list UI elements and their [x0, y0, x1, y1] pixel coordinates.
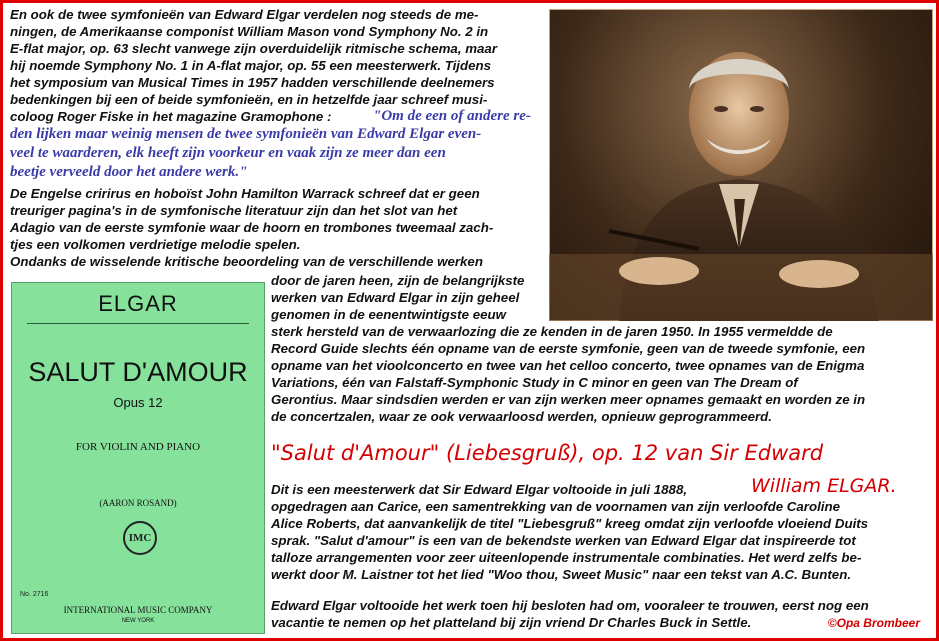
- intro-line: ningen, de Amerikaanse componist William Mason vond Symphony No. 2 in: [10, 24, 489, 39]
- score-city: NEW YORK: [121, 618, 155, 624]
- salut-line: talloze arrangementen voor zeer uiteenlopende instrumentale combinaties. Het werd zelfs be-: [271, 550, 862, 565]
- score-composer: ELGAR: [98, 291, 178, 316]
- intro-line: bedenkingen bij een of beide symfonieën, en in hetzelfde jaar schreef musi-: [10, 92, 488, 107]
- score-catalog-no: No. 2716: [20, 591, 49, 598]
- warrack-line: De Engelse cririrus en hoboïst John Hamilton Warrack schreef dat er geen: [10, 186, 480, 201]
- score-publisher: INTERNATIONAL MUSIC COMPANY: [63, 605, 213, 615]
- narrow-line: werken van Edward Elgar in zijn geheel: [271, 290, 520, 305]
- salut-line: Alice Roberts, dat aanvankelijk de titel "Liebesgruß" kreeg omdat zijn verloofde vloeiend Duits: [271, 516, 869, 531]
- quote-line: den lijken maar weinig mensen de twee symfonieën van Edward Elgar even-: [10, 126, 482, 142]
- quote-line: veel te waarderen, elk heeft zijn voorkeur en vaak zijn ze meer dan een: [10, 145, 446, 161]
- quote-line: "Om de een of andere re-: [373, 108, 531, 124]
- narrow-line: door de jaren heen, zijn de belangrijkste: [271, 273, 525, 288]
- portrait-illustration: [549, 9, 933, 321]
- score-opus: Opus 12: [113, 395, 163, 410]
- intro-line: E-flat major, op. 63 slecht vanwege zijn overduidelijk ritmische schema, maar: [10, 41, 497, 56]
- intro-line: hij noemde Symphony No. 1 in A-flat major, op. 55 een meesterwerk. Tijdens: [10, 58, 492, 73]
- warrack-line: treuriger pagina's in de symfonische literatuur zijn dan het slot van het: [10, 203, 458, 218]
- salut-line: Dit is een meesterwerk dat Sir Edward Elgar voltooide in juli 1888,: [271, 482, 688, 497]
- score-editor: (AARON ROSAND): [99, 498, 177, 508]
- imc-logo-icon: IMC: [123, 521, 157, 555]
- salut-line: sprak. "Salut d'amour" is een van de bekendste werken van Edward Elgar dat inspireerde tot: [271, 533, 856, 548]
- elgar-portrait-photo: [549, 9, 933, 321]
- quote-line: beetje verveeld door het andere werk.": [10, 164, 248, 180]
- salut-line: opgedragen aan Carice, een samentrekking van de voornamen van zijn verloofde Caroline: [271, 499, 840, 514]
- record-line: Variations, één van Falstaff-Symphonic Study in C minor en geen van The Dream of: [271, 375, 798, 390]
- warrack-line: tjes een volkomen verdrietige melodie spelen.: [10, 237, 301, 252]
- score-instrumentation: FOR VIOLIN AND PIANO: [75, 441, 201, 453]
- salut-line: werkt door M. Laistner tot het lied "Woo thou, Sweet Music" naar een tekst van A.C. Bunten.: [271, 567, 852, 582]
- record-line: de concertzalen, waar ze ook verwaarloosd werden, opnieuw geprogrammeerd.: [271, 409, 772, 424]
- warrack-line: Ondanks de wisselende kritische beoordeling van de verschillende werken: [10, 254, 483, 269]
- score-cover: [11, 282, 265, 634]
- record-line: Gerontius. Maar sindsdien werden er van zijn werken meer opnames gemaakt en worden ze in: [271, 392, 866, 407]
- salut-title-line2: William ELGAR.: [751, 475, 897, 497]
- warrack-line: Adagio van de eerste symfonie waar de hoorn en trombones tweemaal zach-: [10, 220, 494, 235]
- narrow-line: genomen in de eenentwintigste eeuw: [271, 307, 506, 322]
- closing-line: Edward Elgar voltooide het werk toen hij besloten had om, vooraleer te trouwen, eerst nog een: [271, 598, 869, 613]
- score-divider: [27, 323, 249, 324]
- record-line: opname van het vioolconcerto en twee van het celloo concerto, twee opnames van de Enigma: [271, 358, 865, 373]
- record-line: Record Guide slechts één opname van de eerste symfonie, geen van de tweede symfonie, een: [271, 341, 866, 356]
- closing-line: vacantie te nemen op het platteland bij zijn vriend Dr Charles Buck in Settle.: [271, 615, 752, 630]
- intro-line: En ook de twee symfonieën van Edward Elgar verdelen nog steeds de me-: [10, 7, 479, 22]
- salut-title-line1: "Salut d'Amour" (Liebesgruß), op. 12 van Sir Edward: [271, 441, 824, 465]
- record-line: sterk hersteld van de verwaarlozing die ze kenden in de jaren 1950. In 1955 vermeldde de: [271, 324, 833, 339]
- signature: ©Opa Brombeer: [827, 616, 920, 630]
- intro-line: het symposium van Musical Times in 1957 hadden verschillende deelnemers: [10, 75, 495, 90]
- intro-line: coloog Roger Fiske in het magazine Gramophone :: [10, 109, 332, 124]
- score-title: SALUT D'AMOUR: [28, 357, 248, 387]
